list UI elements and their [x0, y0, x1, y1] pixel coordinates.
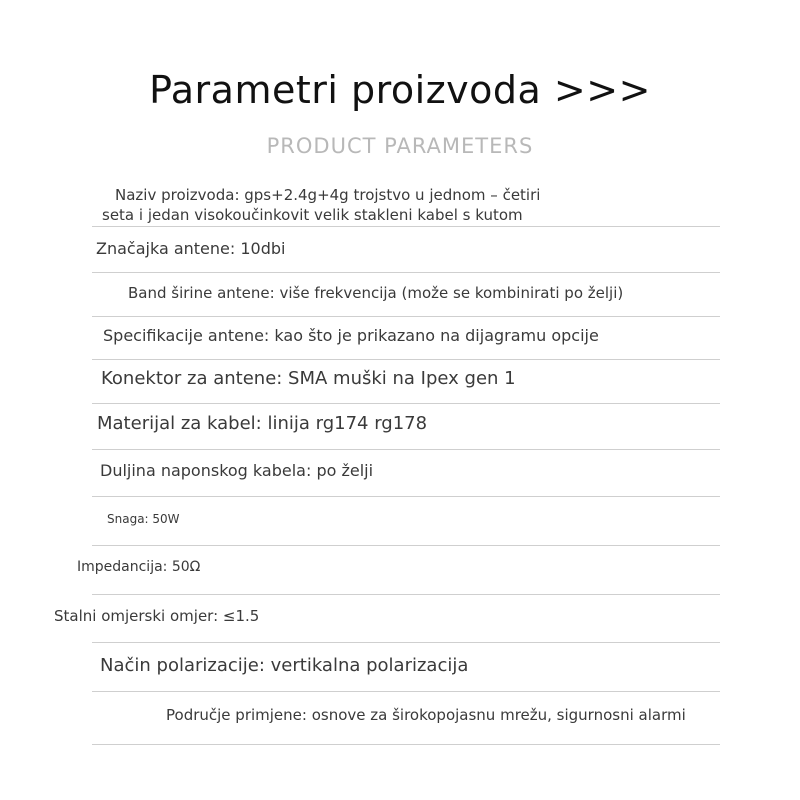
divider	[92, 496, 720, 497]
param-impedance: Impedancija: 50Ω	[77, 559, 201, 575]
divider	[92, 594, 720, 595]
param-application: Područje primjene: osnove za širokopojasnu mrežu, sigurnosni alarmi	[166, 706, 686, 724]
param-power: Snaga: 50W	[107, 512, 180, 526]
divider	[92, 691, 720, 692]
param-antenna-gain: Značajka antene: 10dbi	[96, 239, 286, 258]
divider	[92, 316, 720, 317]
param-product-name-line1: Naziv proizvoda: gps+2.4g+4g trojstvo u jednom – četiri	[115, 186, 541, 204]
param-vswr: Stalni omjerski omjer: ≤1.5	[54, 607, 260, 625]
param-cable-length: Duljina naponskog kabela: po želji	[100, 461, 374, 480]
param-connector: Konektor za antene: SMA muški na Ipex gen 1	[101, 368, 516, 389]
divider	[92, 545, 720, 546]
divider	[92, 403, 720, 404]
param-product-name-line2: seta i jedan visokoučinkovit velik stakleni kabel s kutom	[102, 206, 523, 224]
param-antenna-bandwidth: Band širine antene: više frekvencija (može se kombinirati po želji)	[128, 284, 624, 302]
page-title: Parametri proizvoda >>>	[149, 68, 651, 112]
divider	[92, 642, 720, 643]
divider	[92, 359, 720, 360]
param-antenna-spec: Specifikacije antene: kao što je prikazano na dijagramu opcije	[103, 326, 599, 345]
param-polarization: Način polarizacije: vertikalna polarizacija	[100, 655, 469, 676]
divider	[92, 272, 720, 273]
page-subtitle: PRODUCT PARAMETERS	[266, 134, 534, 158]
divider	[92, 226, 720, 227]
divider	[92, 744, 720, 745]
divider	[92, 449, 720, 450]
param-cable-material: Materijal za kabel: linija rg174 rg178	[97, 413, 428, 434]
